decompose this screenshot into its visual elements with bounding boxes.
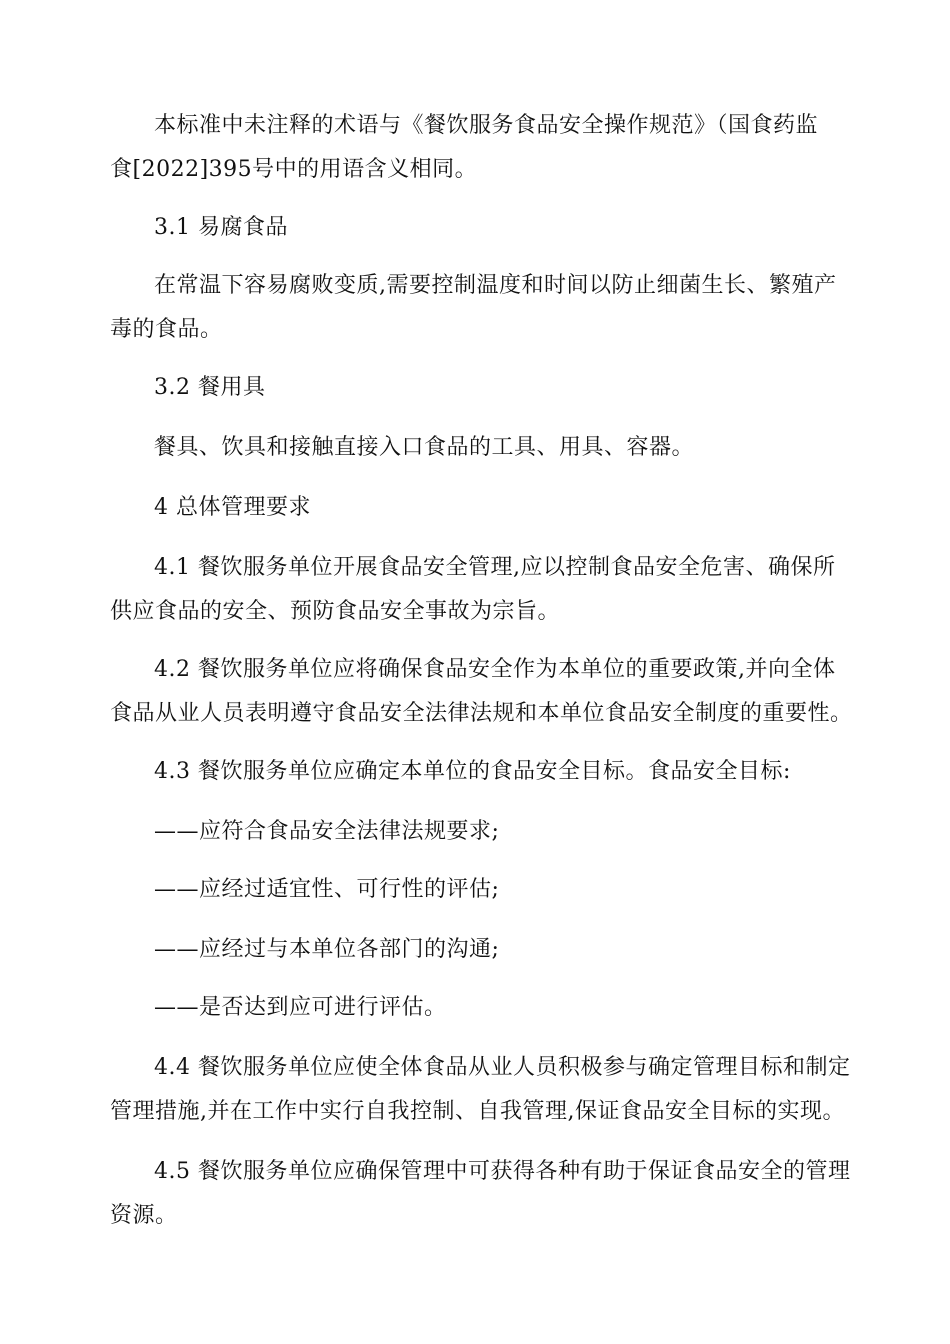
text-line: 供应食品的安全、预防食品安全事故为宗旨。 [110,599,561,624]
text-line: 4.4 餐饮服务单位应使全体食品从业人员积极参与确定管理目标和制定 [154,1055,851,1080]
list-item-goal-4 [110,986,840,1030]
text-line: 在常温下容易腐败变质,需要控制温度和时间以防止细菌生长、繁殖产 [154,273,837,298]
section-heading-4 [110,486,840,530]
paragraph-4-4 [110,1046,851,1134]
text-line: 4.3 餐饮服务单位应确定本单位的食品安全目标。食品安全目标: [154,759,791,784]
text-line: ——应经过与本单位各部门的沟通; [154,937,500,962]
text-line: 资源。 [110,1203,178,1228]
text-line: 食品从业人员表明遵守食品安全法律法规和本单位食品安全制度的重要性。 [110,701,853,726]
list-item-goal-2 [110,868,840,912]
paragraph-perishable-definition [110,264,840,352]
text-line: 3.2 餐用具 [154,375,266,400]
text-line: ——应经过适宜性、可行性的评估; [154,877,500,902]
section-heading-3-1 [110,206,840,250]
paragraph-4-1 [110,546,840,634]
list-item-goal-1 [110,810,840,854]
text-line: 毒的食品。 [110,317,223,342]
text-line: 4 总体管理要求 [154,495,311,520]
text-line: 餐具、饮具和接触直接入口食品的工具、用具、容器。 [154,435,695,460]
paragraph-4-2 [110,648,853,736]
paragraph-tableware-definition [110,426,840,470]
text-line: 本标准中未注释的术语与《餐饮服务食品安全操作规范》（国食药监 [154,113,819,138]
paragraph-terms-note [110,104,840,192]
paragraph-4-3 [110,750,840,794]
text-line: 4.1 餐饮服务单位开展食品安全管理,应以控制食品安全危害、确保所 [154,555,836,580]
text-line: ——是否达到应可进行评估。 [154,995,447,1020]
text-line: 管理措施,并在工作中实行自我控制、自我管理,保证食品安全目标的实现。 [110,1099,845,1124]
list-item-goal-3 [110,928,840,972]
text-line: 4.5 餐饮服务单位应确保管理中可获得各种有助于保证食品安全的管理 [154,1159,851,1184]
text-line: 4.2 餐饮服务单位应将确保食品安全作为本单位的重要政策,并向全体 [154,657,836,682]
text-line: ——应符合食品安全法律法规要求; [154,819,500,844]
paragraph-4-5 [110,1150,851,1238]
section-heading-3-2 [110,366,840,410]
text-line: 食[2022]395号中的用语含义相同。 [110,157,478,182]
text-line: 3.1 易腐食品 [154,215,288,240]
